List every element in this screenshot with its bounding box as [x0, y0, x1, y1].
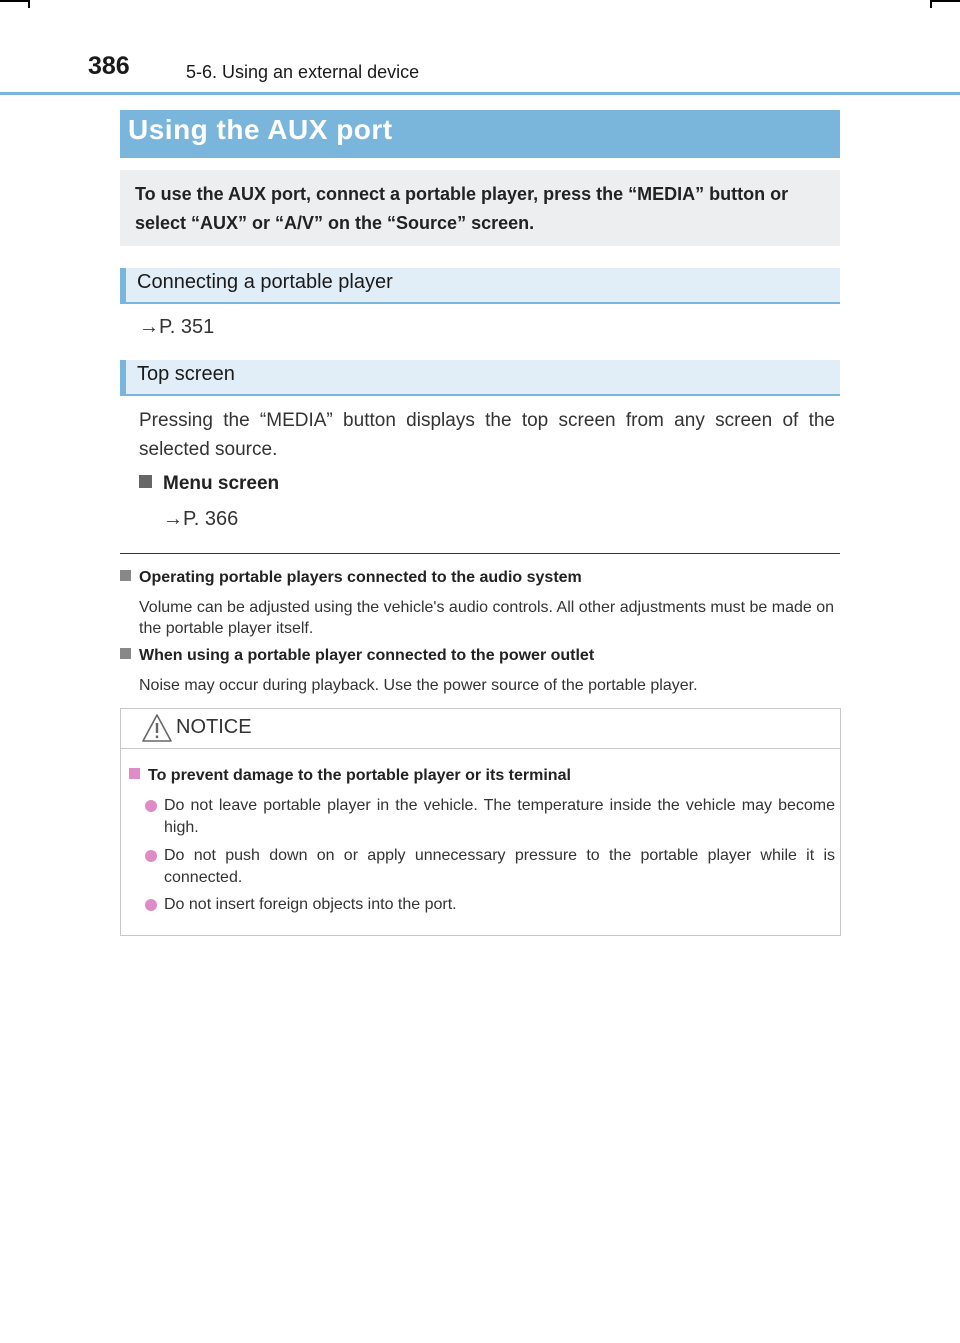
top-screen-paragraph: Pressing the “MEDIA” button displays the top screen from any screen of the selected source. — [139, 410, 835, 460]
section-divider — [120, 553, 840, 554]
note-text: Volume can be adjusted using the vehicle's audio controls. All other adjustments must be made on the portable player itself. — [139, 599, 835, 637]
menu-screen-label: Menu screen — [163, 473, 280, 494]
notice-heading-text: To prevent damage to the portable player or its terminal — [148, 767, 571, 784]
note-heading-text: When using a portable player connected to the power outlet — [139, 647, 595, 664]
bullet-dot-icon — [145, 850, 157, 862]
notice-bullet-text: Do not push down on or apply unnecessary pressure to the portable player while it is connected. — [164, 847, 835, 886]
square-bullet-icon — [120, 570, 131, 581]
notice-heading — [129, 767, 571, 785]
warning-triangle-icon — [141, 713, 173, 743]
notice-header — [121, 709, 840, 749]
subheading-top-screen: Top screen — [120, 360, 840, 396]
square-bullet-icon — [139, 475, 152, 488]
notice-bullet-text: Do not leave portable player in the vehicle. The temperature inside the vehicle may become high. — [164, 797, 835, 836]
notice-bullet — [145, 795, 835, 839]
note-text: Noise may occur during playback. Use the power source of the portable player. — [139, 677, 698, 694]
intro-box: To use the AUX port, connect a portable player, press the “MEDIA” button or select “AUX” or “A/V” on the “Source” screen. — [120, 170, 840, 246]
header-rule — [0, 92, 960, 95]
bullet-dot-icon — [145, 899, 157, 911]
bullet-dot-icon — [145, 800, 157, 812]
section-title: Using the AUX port — [120, 110, 840, 158]
notice-bullet — [145, 845, 835, 889]
page-reference-link[interactable]: →P. 366 — [163, 508, 239, 530]
chapter-title: 5-6. Using an external device — [186, 62, 420, 82]
square-bullet-icon — [120, 648, 131, 659]
square-bullet-icon — [129, 768, 140, 779]
subheading-connecting: Connecting a portable player — [120, 268, 840, 304]
page-header — [0, 0, 960, 96]
notice-box — [120, 708, 841, 936]
menu-screen-heading — [139, 473, 279, 495]
notice-bullet-text: Do not insert foreign objects into the port. — [164, 896, 457, 913]
page-reference-link[interactable]: →P. 351 — [139, 316, 215, 338]
note-heading — [120, 569, 582, 587]
page-number: 386 — [88, 52, 130, 80]
note-heading — [120, 647, 594, 665]
notice-label: NOTICE — [176, 716, 252, 738]
notice-bullet — [145, 894, 835, 916]
note-heading-text: Operating portable players connected to the audio system — [139, 569, 582, 586]
